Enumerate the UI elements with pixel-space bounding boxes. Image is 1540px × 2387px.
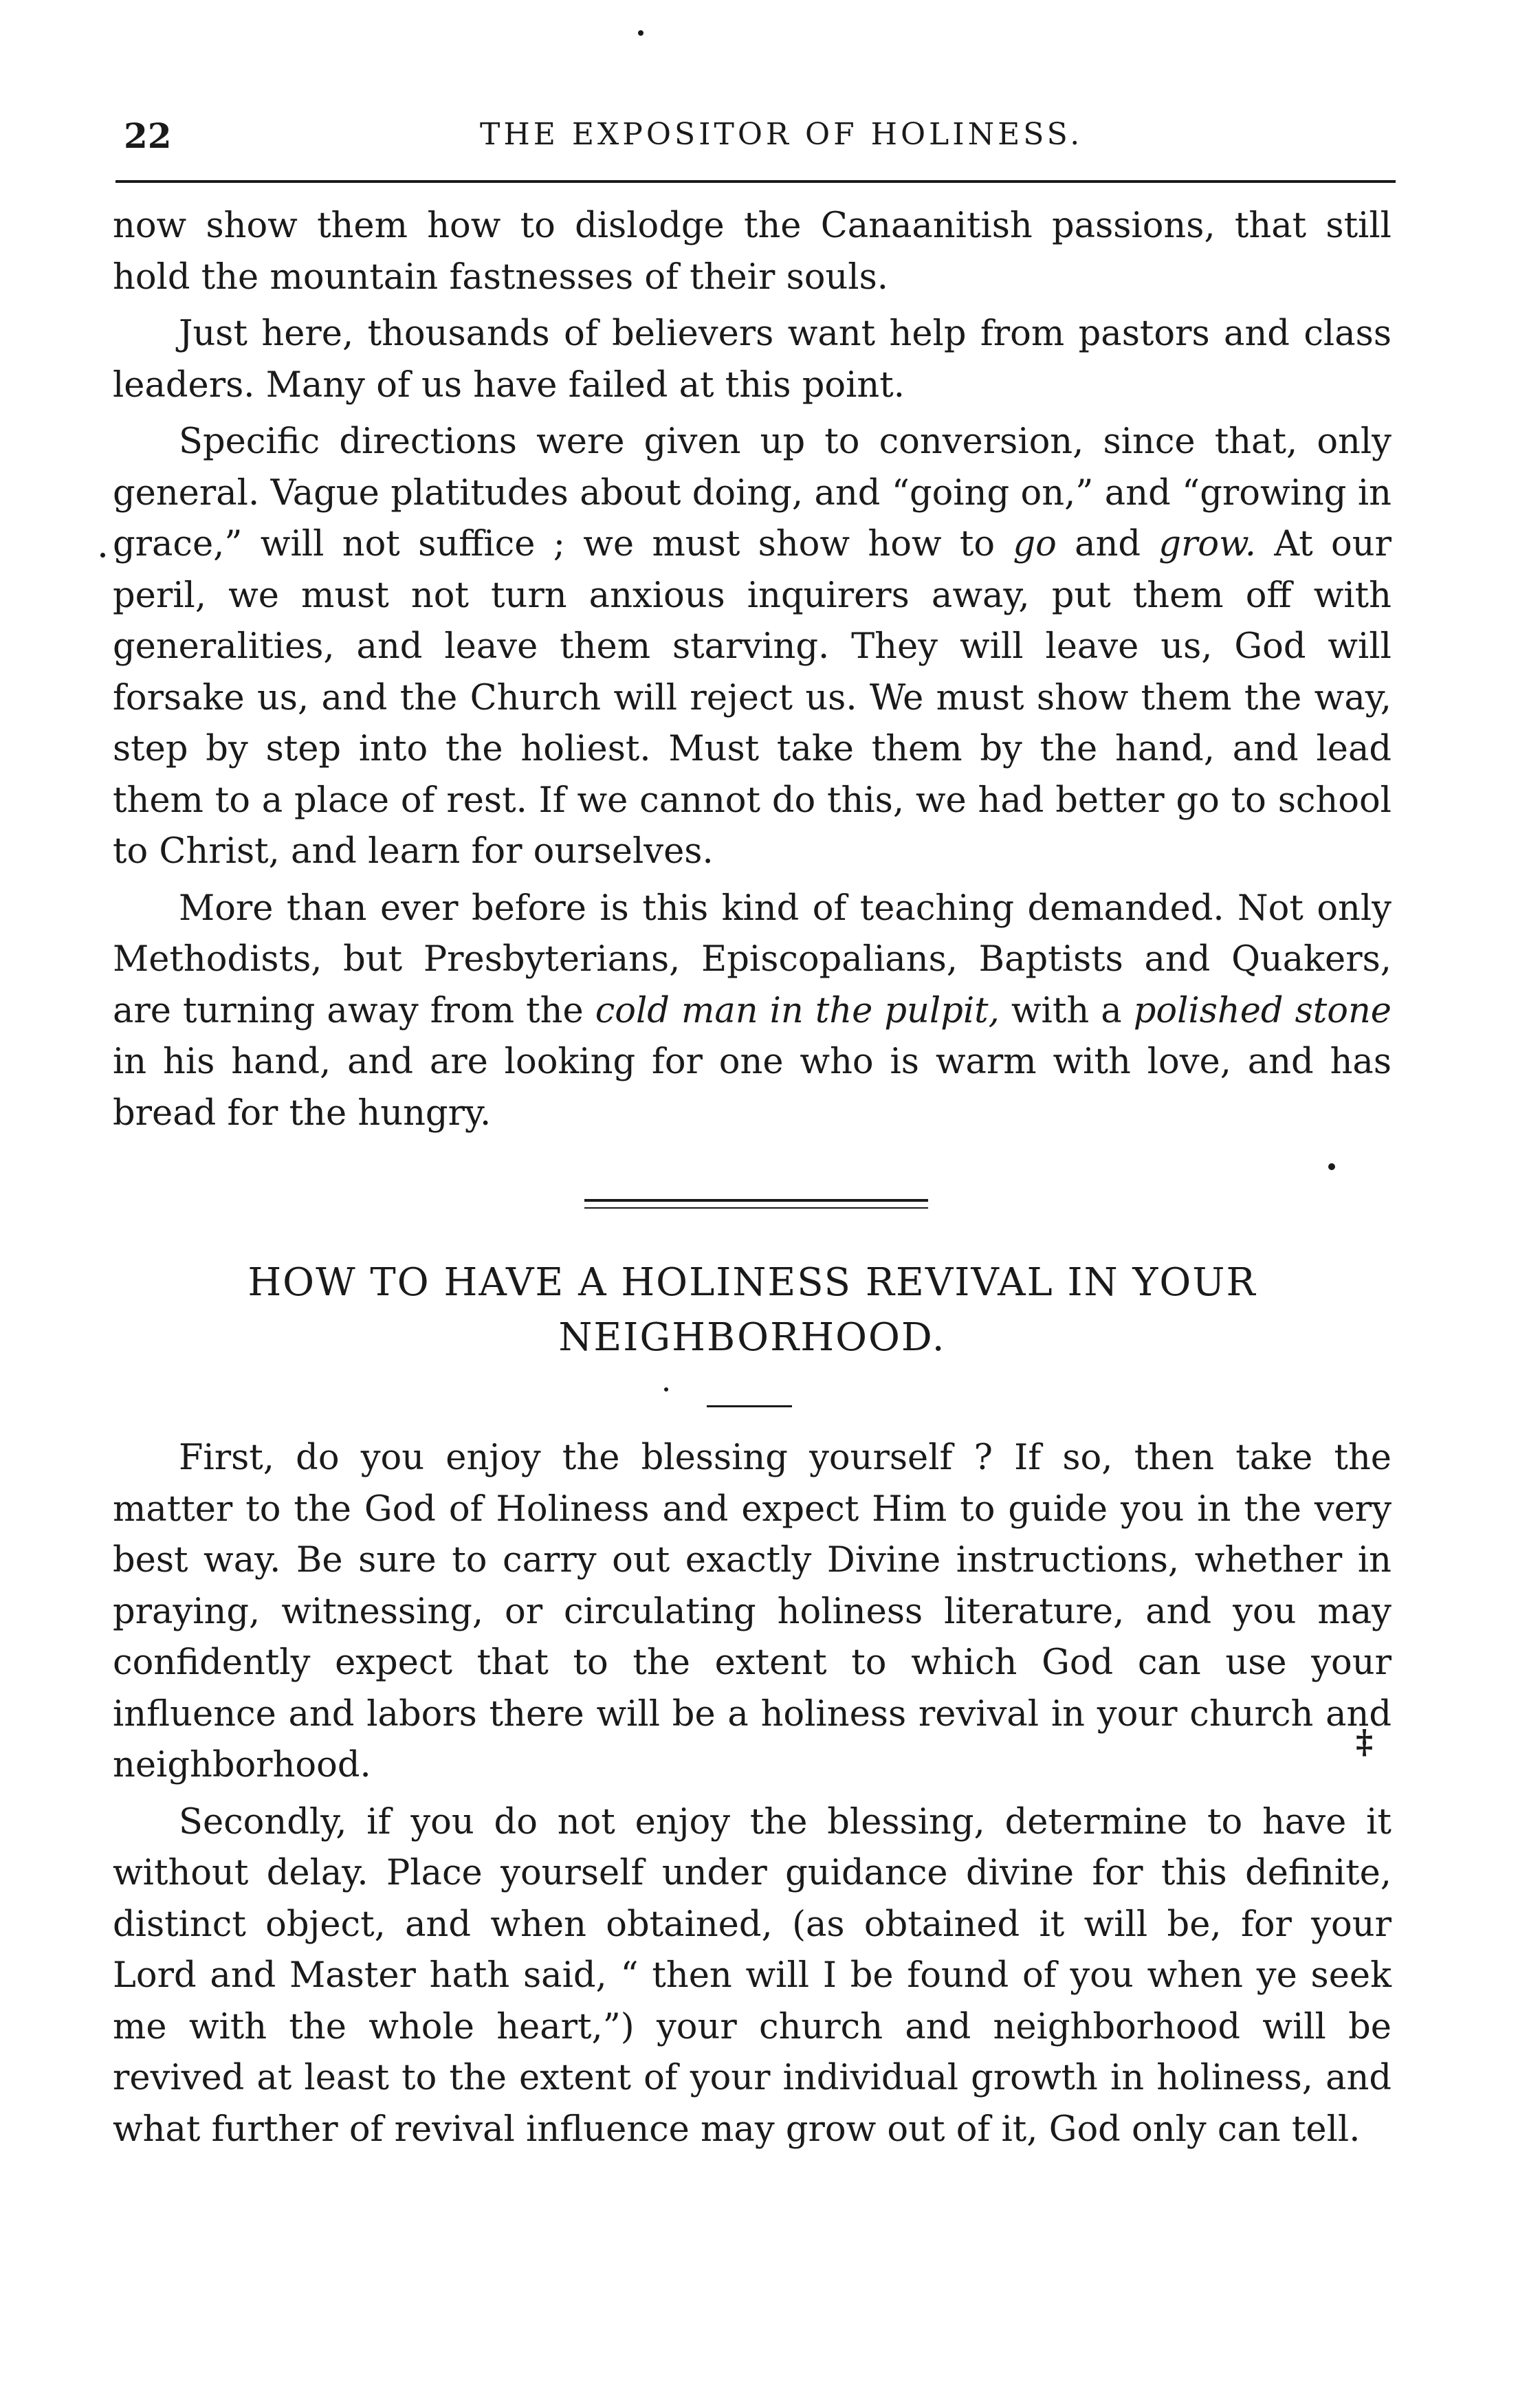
section-heading-line-2: NEIGHBORHOOD. (558, 1315, 946, 1360)
italic-phrase: grow. (1158, 524, 1256, 564)
text-run: in his hand, and are looking for one who is warm with love, and has bread for the hungry. (113, 1042, 1392, 1134)
text-run: with a (999, 990, 1134, 1031)
text-run: First, do you enjoy the blessing yourself ? If so, then take the matter to the God of Holiness and expect Him to guide you in the very best way. Be sure to carry out exactly Divine instructions, whether in praying, witnessing, or circulating holiness literature, and you may confidently expect that to the extent to which God can use your influence and labors there will be a holiness revival in your church and neighborhood. (113, 1438, 1392, 1785)
section-divider-bottom (584, 1207, 928, 1209)
text-run: now show them how to dislodge the Canaanitish passions, that still hold the mountain fastnesses of their souls. (113, 206, 1392, 298)
paragraph-p4 (113, 883, 1392, 1140)
margin-mark: ‡ (1356, 1723, 1374, 1761)
italic-phrase: cold man in the pulpit, (595, 990, 1000, 1031)
text-run: At our peril, we must not turn anxious inquirers away, put them off with generalities, and leave them starving. They will leave us, God will forsake us, and the Church will reject us. We must show them the way, step by step into the holiest. Must take them by the hand, and lead them to a place of rest. If we cannot do this, we had better go to school to Christ, and learn for ourselves. (113, 524, 1392, 872)
speck-margin-left (100, 553, 105, 558)
top-text-block (113, 201, 1392, 1139)
heading-short-rule (707, 1405, 792, 1407)
speck-under-heading (664, 1387, 668, 1392)
paragraph-p3 (113, 417, 1392, 878)
paragraph-p2 (113, 309, 1392, 411)
section-heading-line-1: HOW TO HAVE A HOLINESS REVIVAL IN YOUR (248, 1260, 1257, 1305)
speck-top (638, 30, 644, 36)
page-header (116, 110, 1394, 156)
text-run: Secondly, if you do not enjoy the blessing, determine to have it without delay. Place yourself under guidance divine for this definite, distinct object, and when obtained, (as obtained it will be, for your Lord and Master hath said, “ then will I be found of you when ye seek me with the whole heart,”) your church and neighborhood will be revived at least to the extent of your individual growth in holiness, and what further of revival influence may grow out of it, God only can tell. (113, 1801, 1392, 2150)
text-run: Just here, thousands of believers want help from pastors and class leaders. Many of us have failed at this point. (113, 314, 1392, 406)
italic-phrase: polished stone (1133, 990, 1392, 1031)
section-divider-top (584, 1199, 928, 1202)
header-rule (116, 180, 1396, 183)
bottom-text-block (113, 1427, 1392, 2155)
paragraph-p6 (113, 1797, 1392, 2156)
text-run: More than ever before is this kind of teaching demanded. Not only Methodists, but Presbyterians, Episcopalians, Baptists and Quakers, are turning away from the (113, 888, 1392, 1031)
paragraph-p5 (113, 1433, 1392, 1792)
text-run: and (1056, 524, 1159, 564)
italic-phrase: go (1013, 524, 1057, 564)
running-title: THE EXPOSITOR OF HOLINESS. (480, 117, 1084, 152)
paragraph-p1 (113, 201, 1392, 303)
speck-right (1328, 1163, 1335, 1170)
text-run: Specific directions were given up to conversion, since that, only general. Vague platitudes about doing, and “going on,” and “growing in grace,” will not suffice ; we must show how to (113, 421, 1392, 564)
section-heading (113, 1255, 1392, 1365)
page-number: 22 (124, 116, 172, 156)
